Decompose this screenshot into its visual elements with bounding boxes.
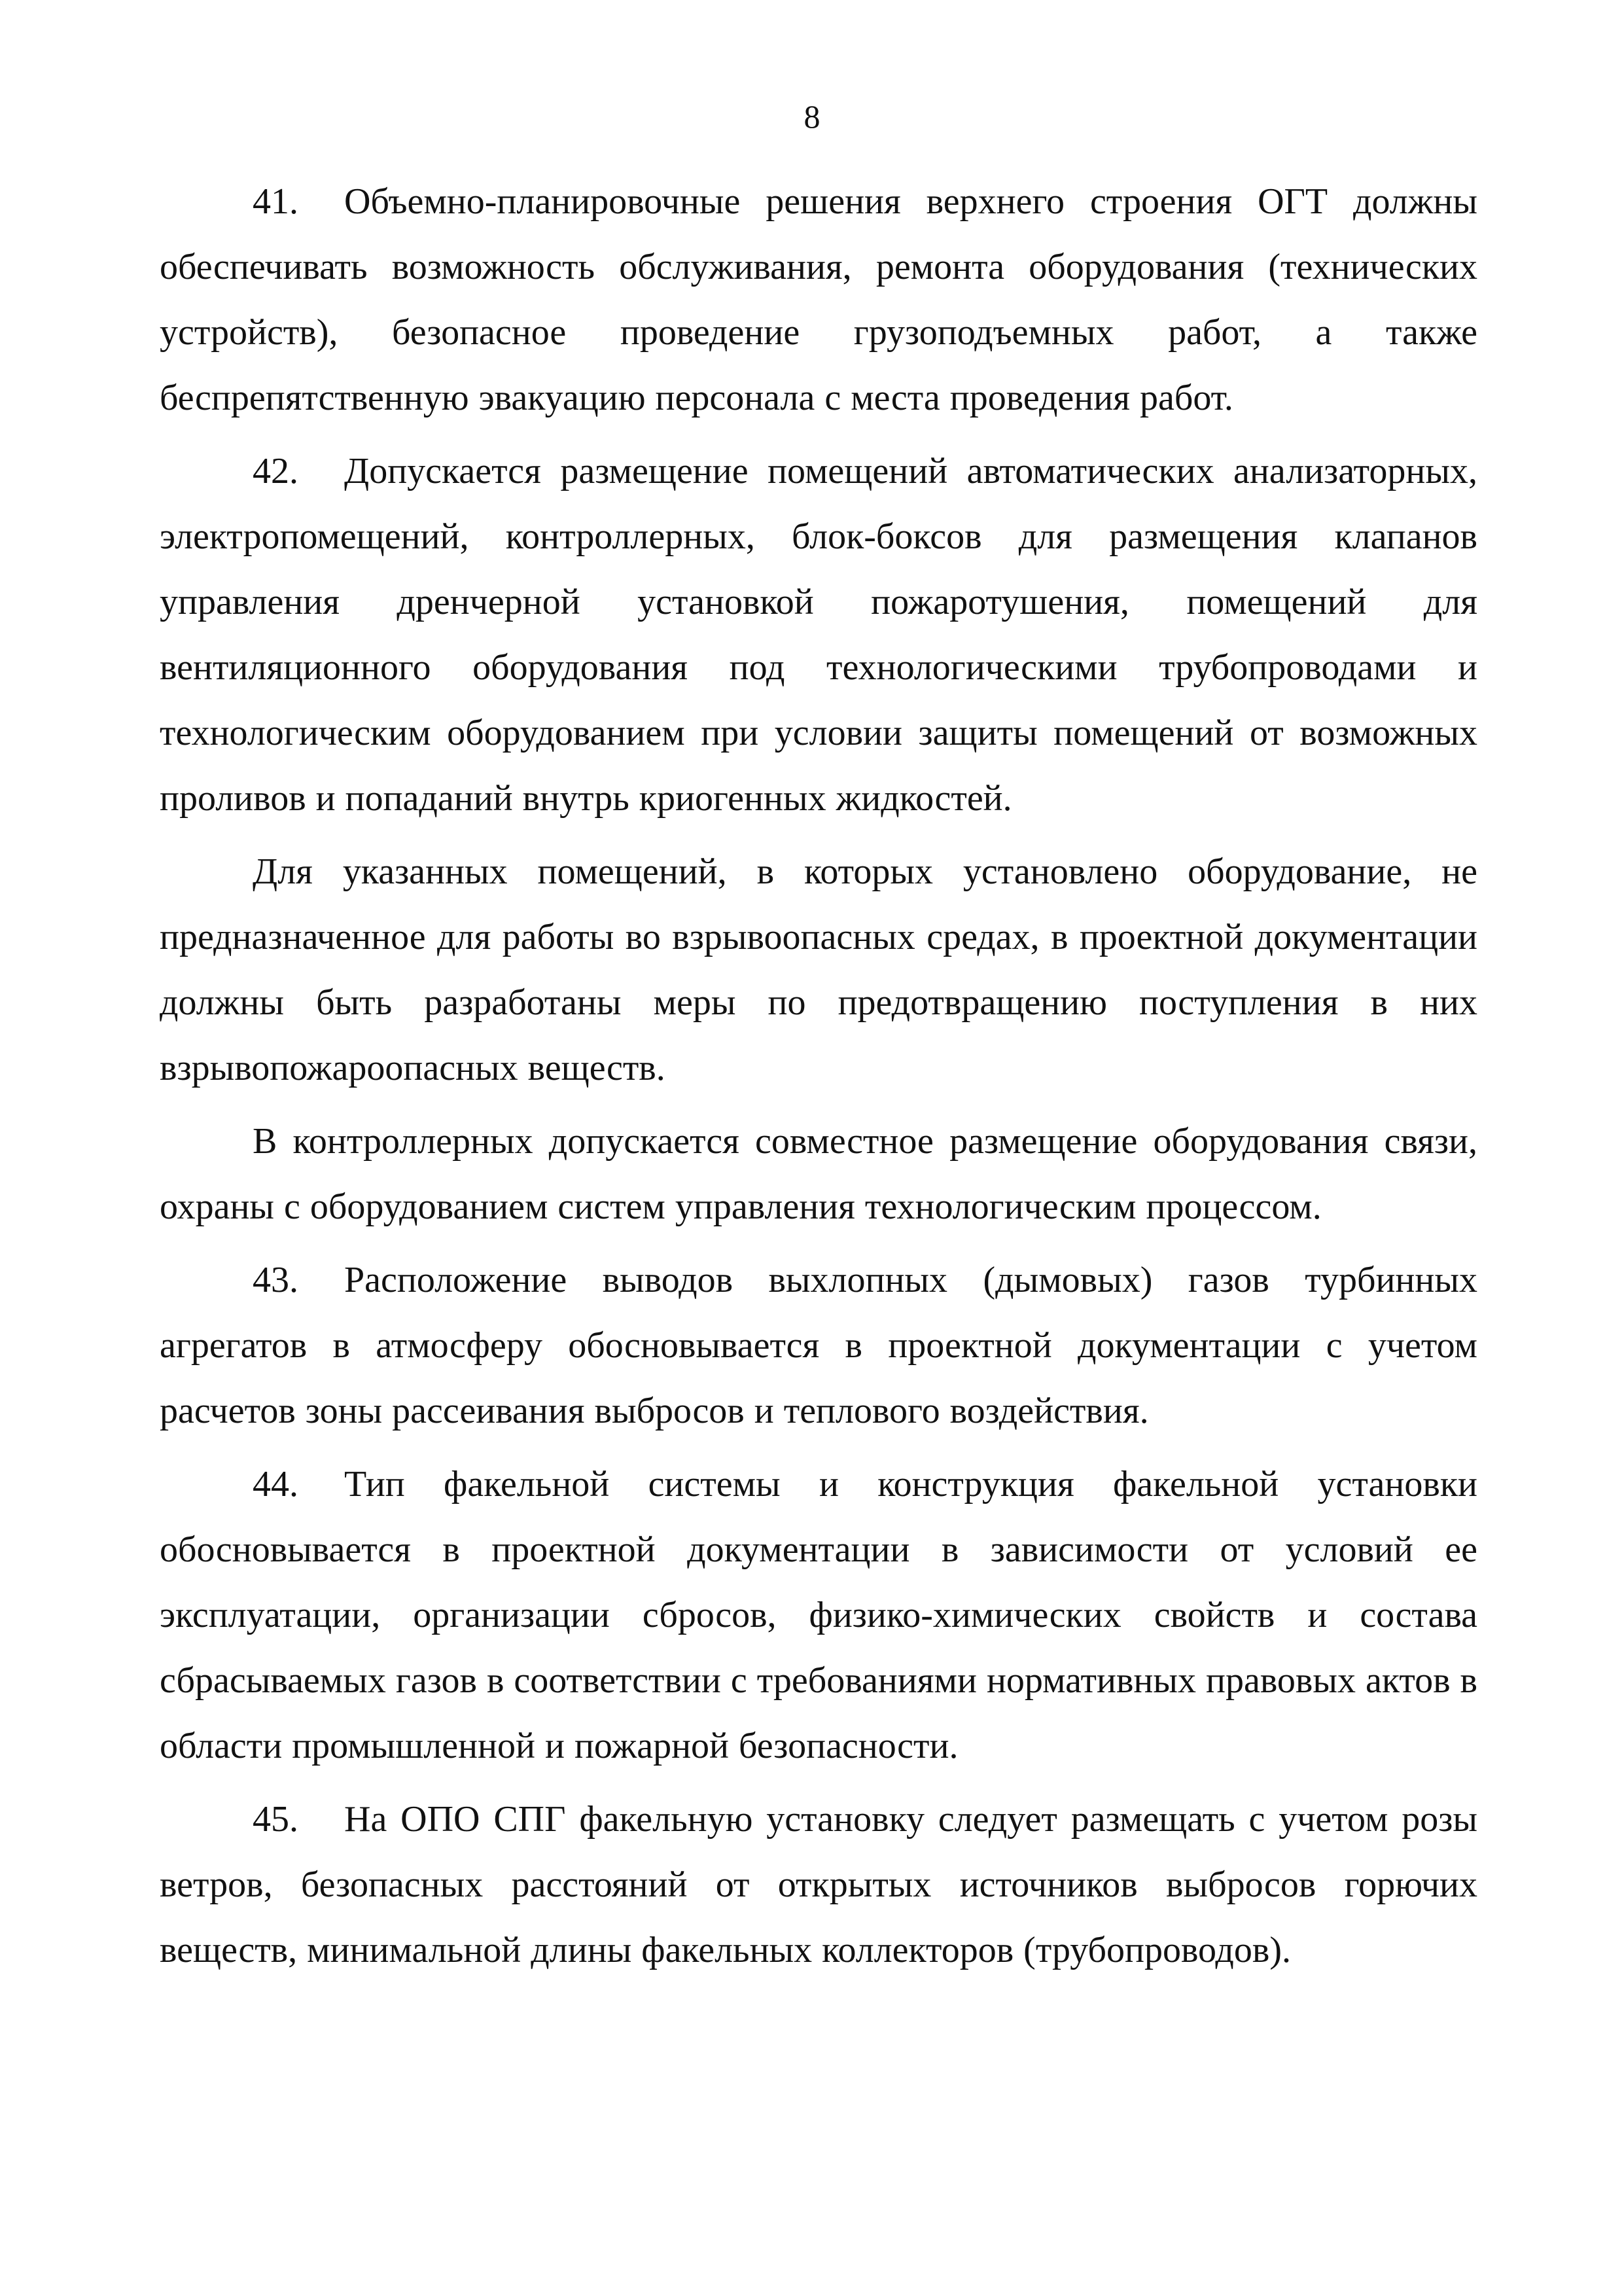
paragraph-text: В контроллерных допускается совместное размещение оборудования связи, охраны с оборудованием систем управления технологическим процессом. — [160, 1121, 1477, 1227]
paragraph-text: На ОПО СПГ факельную установку следует размещать с учетом розы ветров, безопасных расстояний от открытых источников выбросов горючих веществ, минимальной длины факельных коллекторов (трубопроводов). — [160, 1799, 1477, 1970]
paragraph-42-part-3 — [160, 1109, 1477, 1239]
paragraph-text: Для указанных помещений, в которых установлено оборудование, не предназначенное для работы во взрывоопасных средах, в проектной документации должны быть разработаны меры по предотвращению поступления в них взрывопожароопасных веществ. — [160, 851, 1477, 1088]
paragraph-45 — [160, 1787, 1477, 1983]
page-number: 8 — [803, 98, 821, 135]
paragraph-number: 44. — [253, 1464, 298, 1504]
paragraph-text: Расположение выводов выхлопных (дымовых) газов турбинных агрегатов в атмосферу обосновывается в проектной документации с учетом расчетов зоны рассеивания выбросов и теплового воздействия. — [160, 1260, 1477, 1431]
paragraph-42 — [160, 438, 1477, 831]
paragraph-number: 41. — [253, 181, 298, 222]
paragraph-41 — [160, 169, 1477, 431]
paragraph-43 — [160, 1247, 1477, 1444]
paragraph-42-part-2 — [160, 839, 1477, 1101]
paragraph-number: 42. — [253, 451, 298, 491]
paragraph-number: 45. — [253, 1799, 298, 1840]
paragraph-text: Тип факельной системы и конструкция факельной установки обосновывается в проектной документации в зависимости от условий ее эксплуатации, организации сбросов, физико-химических свойств и состава сбрасываемых газов в соответствии с требованиями нормативных правовых актов в области промышленной и пожарной безопасности. — [160, 1464, 1477, 1766]
document-body — [160, 169, 1477, 1991]
paragraph-text: Допускается размещение помещений автоматических анализаторных, электропомещений, контроллерных, блок-боксов для размещения клапанов управления дренчерной установкой пожаротушения, помещений для вентиляционного оборудования под технологическими трубопроводами и технологическим оборудованием при условии защиты помещений от возможных проливов и попаданий внутрь криогенных жидкостей. — [160, 451, 1477, 819]
paragraph-44 — [160, 1451, 1477, 1779]
paragraph-number: 43. — [253, 1260, 298, 1300]
paragraph-text: Объемно-планировочные решения верхнего строения ОГТ должны обеспечивать возможность обслуживания, ремонта оборудования (технических устройств), безопасное проведение грузоподъемных работ, а также беспрепятственную эвакуацию персонала с места проведения работ. — [160, 181, 1477, 418]
